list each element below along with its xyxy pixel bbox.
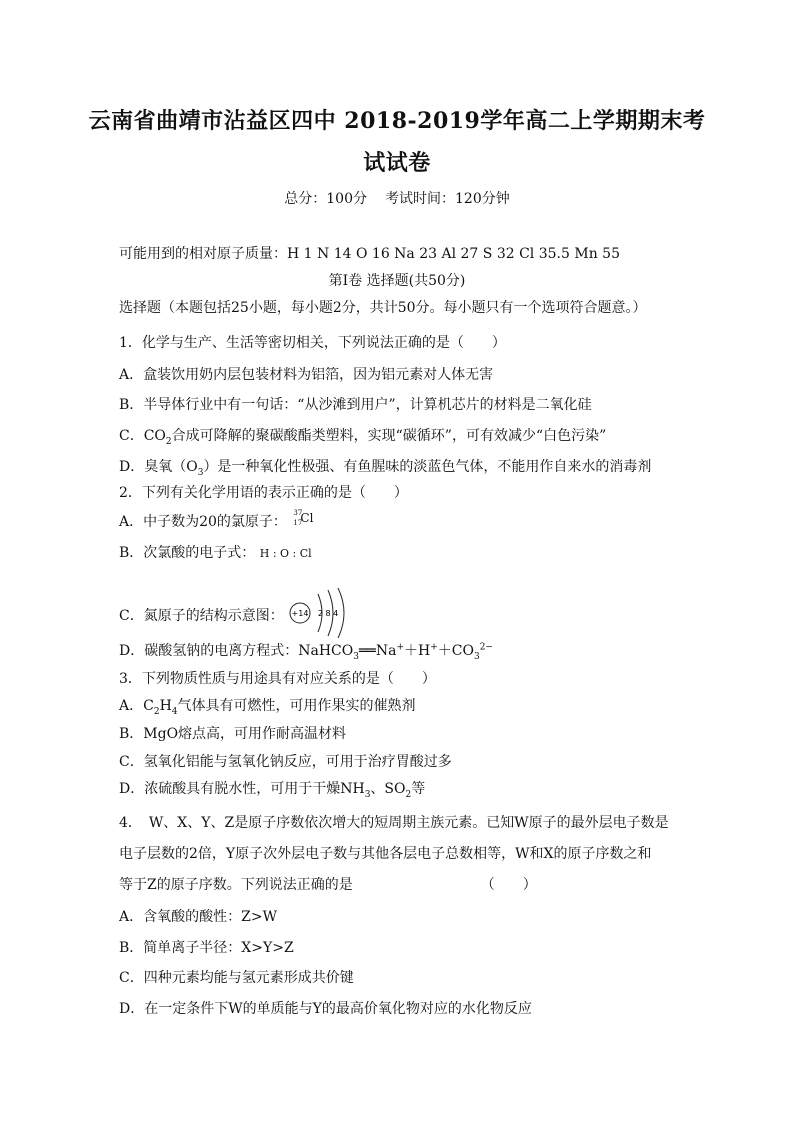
q3-option-c: C．氢氧化铝能与氢氧化钠反应，可用于治疗胃酸过多 xyxy=(119,754,452,770)
q2-option-a xyxy=(119,511,313,531)
q2-d-sup2: + xyxy=(430,642,438,653)
q3-d-sub2: 2 xyxy=(405,789,412,800)
q3-d-mid: 、SO xyxy=(370,781,406,797)
q3-a-post: 气体具有可燃性，可用作果实的催熟剂 xyxy=(177,698,416,714)
q4-answer-paren: （ ） xyxy=(480,877,537,893)
q4-stem-line1: 4． W、X、Y、Z是原子序数依次增大的短周期主族元素。已知W原子的最外层电子数是 xyxy=(119,815,669,831)
q3-a-sub2: 4 xyxy=(171,706,178,717)
q4-stem-line2: 电子层数的2倍，Y原子次外层电子数与其他各层电子总数相等，W和X的原子序数之和 xyxy=(119,846,652,862)
shell-electron-counts: 2 8 4 xyxy=(317,609,339,618)
q2-c-text: C．氮原子的结构示意图： xyxy=(119,608,284,624)
shell-arc-3 xyxy=(338,588,344,638)
q1-d-post: ）是一种氧化性极强、有鱼腥味的淡蓝色气体，不能用作自来水的消毒剂 xyxy=(203,459,652,475)
q1-d-sub: 3 xyxy=(197,467,204,478)
exam-time: 考试时间：120分钟 xyxy=(385,191,510,207)
q3-a-mid: H xyxy=(159,698,172,714)
instructions: 选择题（本题包括25小题，每小题2分，共计50分。每小题只有一个选项符合题意。） xyxy=(119,300,647,316)
q3-option-a xyxy=(119,695,416,717)
q3-option-b: B．MgO熔点高，可用作耐高温材料 xyxy=(119,726,347,742)
atomic-masses: 可能用到的相对原子质量：H 1 N 14 O 16 Na 23 Al 27 S 32 Cl 35.5 Mn 55 xyxy=(119,246,620,262)
exam-title: 云南省曲靖市沾益区四中 2018-2019学年高二上学期期末考 xyxy=(88,108,706,134)
q3-stem: 3．下列物质性质与用途具有对应关系的是（ ） xyxy=(119,671,436,687)
q3-d-pre: D．浓硫酸具有脱水性，可用于干燥NH xyxy=(119,781,365,797)
q2-option-c xyxy=(119,588,358,638)
q2-d-na: Na xyxy=(375,643,397,659)
electron-dot-formula: H : O : Cl xyxy=(259,547,312,560)
q4-stem-text: 等于Z的原子序数。下列说法正确的是 xyxy=(119,877,353,893)
isotope-mass-number: 37 xyxy=(293,509,303,517)
q2-option-b xyxy=(119,542,312,562)
q1-c-pre: C．CO xyxy=(119,428,166,444)
q1-option-d xyxy=(119,456,651,478)
q3-d-post: 等 xyxy=(411,781,426,797)
q4-option-b: B．简单离子半径：X>Y>Z xyxy=(119,940,294,956)
q1-option-b: B．半导体行业中有一句话：“从沙滩到用户”，计算机芯片的材料是二氧化硅 xyxy=(119,397,592,413)
section-title: 第Ⅰ卷 选择题(共50分) xyxy=(328,273,466,289)
q4-option-c: C．四种元素均能与氢元素形成共价键 xyxy=(119,970,354,986)
q4-option-a: A．含氧酸的酸性：Z>W xyxy=(119,909,277,925)
q2-d-sub: 3 xyxy=(353,651,359,662)
atomic-structure-diagram xyxy=(288,588,358,638)
isotope-element: Cl xyxy=(300,511,314,525)
q1-stem: 1．化学与生产、生活等密切相关，下列说法正确的是（ ） xyxy=(119,335,506,351)
q1-c-sub: 2 xyxy=(165,436,172,447)
q2-stem: 2．下列有关化学用语的表示正确的是（ ） xyxy=(119,485,408,501)
q2-d-h: ＋H xyxy=(403,643,431,659)
q4-stem-line3 xyxy=(119,874,537,894)
nucleus-charge: +14 xyxy=(291,609,309,618)
q3-a-pre: A．C xyxy=(119,698,154,714)
q4-option-d: D．在一定条件下W的单质能与Y的最高价氧化物对应的水化物反应 xyxy=(119,1001,532,1017)
q2-option-d xyxy=(119,640,493,662)
q2-d-sub2: 3 xyxy=(473,651,480,662)
q3-a-sub1: 2 xyxy=(153,706,160,717)
total-score: 总分：100分 xyxy=(284,191,367,207)
exam-title-continued: 试试卷 xyxy=(363,150,431,176)
isotope-atomic-number: 17 xyxy=(293,519,303,527)
q2-d-sup3: 2− xyxy=(479,642,493,653)
exam-meta xyxy=(0,188,794,208)
chlorine-isotope-symbol xyxy=(291,511,313,529)
q2-b-text: B．次氯酸的电子式： xyxy=(119,545,256,561)
q3-d-sub1: 3 xyxy=(364,789,371,800)
q2-d-sup1: + xyxy=(396,642,404,653)
q2-d-text: D．碳酸氢钠的电离方程式：NaHCO xyxy=(119,643,354,659)
q1-d-pre: D．臭氧（O xyxy=(119,459,198,475)
q2-a-text: A．中子数为20的氯原子： xyxy=(119,514,287,530)
q3-option-d xyxy=(119,778,425,800)
q1-c-post: 合成可降解的聚碳酸酯类塑料，实现“碳循环”，可有效减少“白色污染” xyxy=(171,428,607,444)
q1-option-c xyxy=(119,425,606,447)
q1-option-a: A．盒装饮用奶内层包装材料为铝箔，因为铝元素对人体无害 xyxy=(119,367,494,383)
q2-d-co: ＋CO xyxy=(437,643,474,659)
q2-d-arrow: ══ xyxy=(358,643,376,659)
